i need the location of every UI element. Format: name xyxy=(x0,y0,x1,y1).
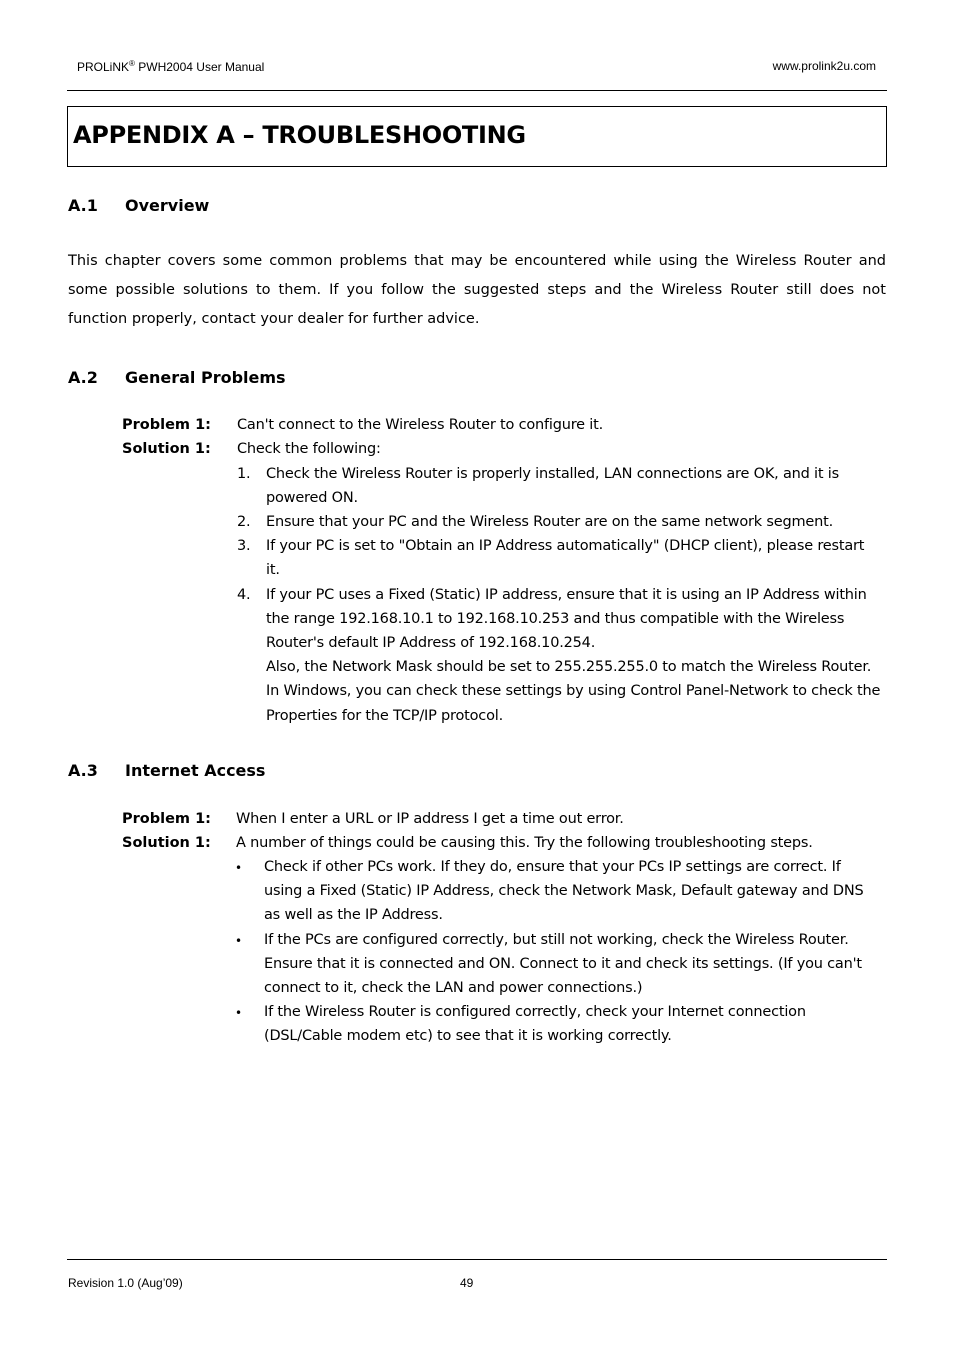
bullet-item-line: connect to it, check the LAN and power connections.) xyxy=(264,980,643,996)
bullet-item-line: If the Wireless Router is configured correctly, check your Internet connection xyxy=(264,1004,806,1020)
bullet-item-line: (DSL/Cable modem etc) to see that it is working correctly. xyxy=(264,1028,672,1044)
list-item-line: In Windows, you can check these settings by using Control Panel-Network to check the xyxy=(266,683,881,699)
solution-text: A number of things could be causing this. Try the following troubleshooting steps. xyxy=(236,835,813,851)
list-item-line: the range 192.168.10.1 to 192.168.10.253 and thus compatible with the Wireless xyxy=(266,611,845,627)
bullet-item-line: as well as the IP Address. xyxy=(264,907,443,923)
section-title: Overview xyxy=(125,196,210,215)
problem-label: Problem 1: xyxy=(122,417,211,433)
appendix-title-box xyxy=(67,106,887,167)
overview-line: possible solutions to them. If you follow the suggested steps and the Wireless Router still does not function xyxy=(68,282,886,327)
header-rule xyxy=(67,90,887,91)
header-url: www.prolink2u.com xyxy=(772,59,876,73)
list-number: 4. xyxy=(237,587,251,603)
section-title: Internet Access xyxy=(125,761,266,780)
list-item-line: Also, the Network Mask should be set to 255.255.255.0 to match the Wireless Router. xyxy=(266,659,872,675)
list-number: 2. xyxy=(237,514,251,530)
list-number: 3. xyxy=(237,538,251,554)
list-item-line: Check the Wireless Router is properly installed, LAN connections are OK, and it is xyxy=(266,466,839,482)
brand-name: PROLiNK xyxy=(77,60,130,74)
solution-label: Solution 1: xyxy=(122,441,211,457)
problem-text: Can't connect to the Wireless Router to configure it. xyxy=(237,417,604,433)
bullet-item-line: using a Fixed (Static) IP Address, check the Network Mask, Default gateway and DNS xyxy=(264,883,864,899)
footer-revision: Revision 1.0 (Aug’09) xyxy=(68,1276,183,1290)
section-title: General Problems xyxy=(125,368,286,387)
overview-line: properly, contact your dealer for further advice. xyxy=(131,311,480,327)
registered-mark: ® xyxy=(129,59,135,68)
solution-text: Check the following: xyxy=(237,441,381,457)
footer-page-number: 49 xyxy=(460,1276,474,1290)
section-number: A.1 xyxy=(68,196,98,215)
section-number: A.2 xyxy=(68,368,98,387)
bullet-item-line: Ensure that it is connected and ON. Connect to it and check its settings. (If you can't xyxy=(264,956,862,972)
header-manual-title xyxy=(77,59,264,74)
overview-line: This chapter covers some common problems that may be encountered while using the Wireless Router and some xyxy=(68,253,886,298)
section-number: A.3 xyxy=(68,761,98,780)
bullet-dot-icon: • xyxy=(235,934,243,948)
bullet-dot-icon: • xyxy=(235,1006,243,1020)
list-item-line: it. xyxy=(266,562,280,578)
list-number: 1. xyxy=(237,466,251,482)
problem-text: When I enter a URL or IP address I get a time out error. xyxy=(236,811,624,827)
footer-rule xyxy=(67,1259,887,1260)
list-item-line: Properties for the TCP/IP protocol. xyxy=(266,708,503,724)
list-item-line: powered ON. xyxy=(266,490,358,506)
list-item-line: If your PC is set to "Obtain an IP Address automatically" (DHCP client), please restart xyxy=(266,538,865,554)
problem-label: Problem 1: xyxy=(122,811,211,827)
solution-label: Solution 1: xyxy=(122,835,211,851)
list-item-line: If your PC uses a Fixed (Static) IP address, ensure that it is using an IP Address within xyxy=(266,587,867,603)
manual-name: PWH2004 User Manual xyxy=(134,60,265,74)
page-title: APPENDIX A – TROUBLESHOOTING xyxy=(73,121,526,149)
list-item-line: Ensure that your PC and the Wireless Router are on the same network segment. xyxy=(266,514,833,530)
bullet-dot-icon: • xyxy=(235,861,243,875)
overview-paragraph xyxy=(68,247,886,334)
bullet-item-line: Check if other PCs work. If they do, ensure that your PCs IP settings are correct. If xyxy=(264,859,841,875)
list-item-line: Router's default IP Address of 192.168.10.254. xyxy=(266,635,596,651)
bullet-item-line: If the PCs are configured correctly, but still not working, check the Wireless Router. xyxy=(264,932,849,948)
